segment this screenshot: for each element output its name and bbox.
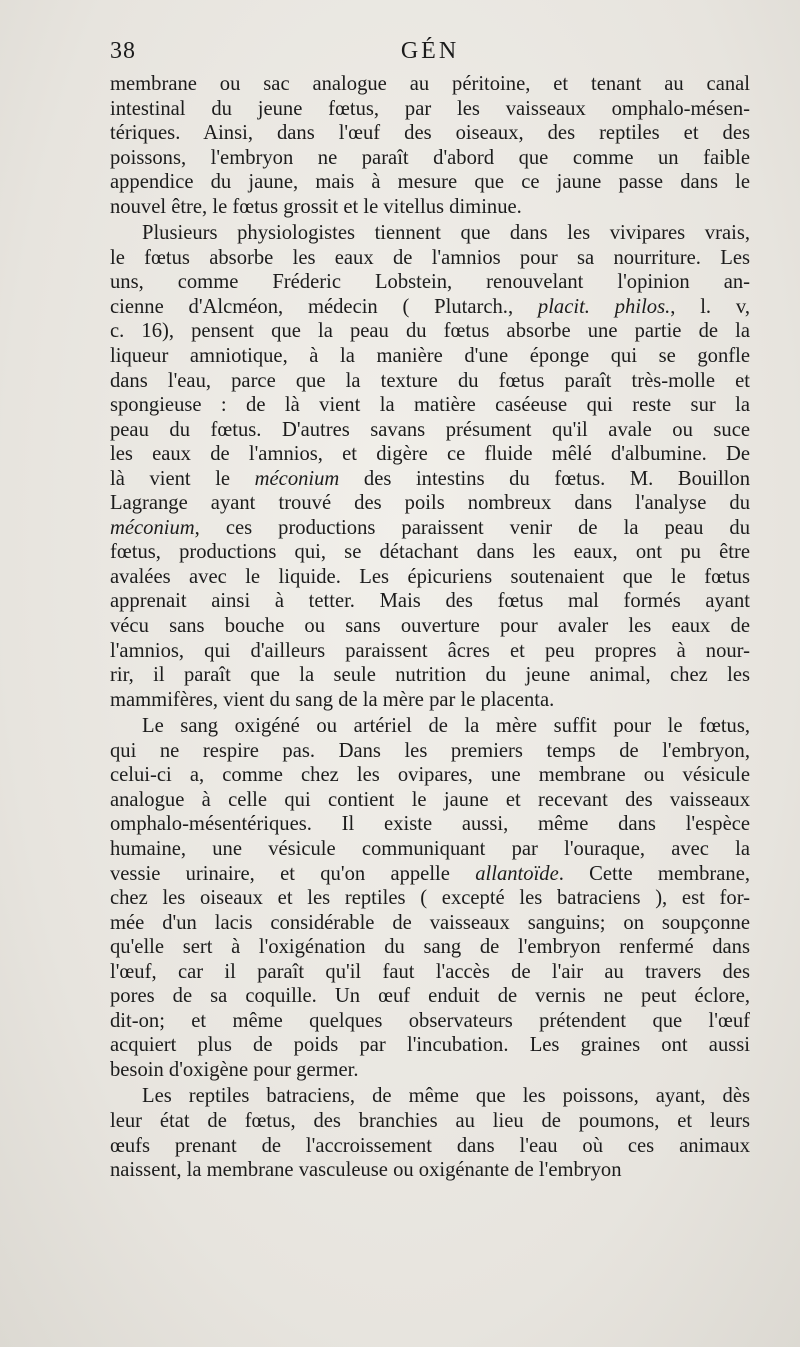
- text-line: spongieuse : de là vient la matière caséeuse qui reste sur la: [110, 394, 750, 417]
- text-line: vessie urinaire, et qu'on appelle allantoïde. Cette membrane,: [110, 862, 750, 885]
- text-line: dit-on; et même quelques observateurs prétendent que l'œuf: [110, 1009, 750, 1032]
- text-line: avalées avec le liquide. Les épicuriens soutenaient que le fœtus: [110, 565, 750, 588]
- italic-term: placit. philos.: [537, 295, 671, 318]
- paragraph: [110, 72, 750, 219]
- paragraph: [110, 1084, 750, 1182]
- text-line: l'œuf, car il paraît qu'il faut l'accès de l'air au travers des: [110, 960, 750, 983]
- text-line: méconium, ces productions paraissent venir de la peau du: [110, 516, 750, 539]
- text-line: qui ne respire pas. Dans les premiers temps de l'embryon,: [110, 739, 750, 762]
- text-line: mammifères, vient du sang de la mère par le placenta.: [110, 688, 555, 711]
- italic-term: allantoïde: [475, 862, 559, 885]
- text-line: nouvel être, le fœtus grossit et le vitellus diminue.: [110, 195, 522, 218]
- paragraph: [110, 221, 750, 712]
- text-line: qu'elle sert à l'oxigénation du sang de l'embryon renfermé dans: [110, 936, 750, 959]
- text-line: intestinal du jeune fœtus, par les vaisseaux omphalo-mésen-: [110, 97, 750, 120]
- text-line: l'amnios, qui d'ailleurs paraissent âcres et peu propres à nour-: [110, 639, 750, 662]
- italic-term: méconium: [110, 516, 195, 539]
- text-line: liqueur amniotique, à la manière d'une éponge qui se gonfle: [110, 345, 750, 368]
- text-line: le fœtus absorbe les eaux de l'amnios pour sa nourriture. Les: [110, 246, 750, 269]
- text-line: celui-ci a, comme chez les ovipares, une membrane ou vésicule: [110, 764, 750, 787]
- text-line: analogue à celle qui contient le jaune et recevant des vaisseaux: [110, 788, 750, 811]
- text-line: chez les oiseaux et les reptiles ( excepté les batraciens ), est for-: [110, 887, 750, 910]
- text-line: dans l'eau, parce que la texture du fœtus paraît très-molle et: [110, 369, 750, 392]
- text-line: les eaux de l'amnios, et digère ce fluide mêlé d'albumine. De: [110, 443, 750, 466]
- text-line: Les reptiles batraciens, de même que les poissons, ayant, dès: [142, 1085, 750, 1108]
- text-line: apprenait ainsi à tetter. Mais des fœtus mal formés ayant: [110, 590, 750, 613]
- text-line: pores de sa coquille. Un œuf enduit de vernis ne peut éclore,: [110, 985, 750, 1008]
- italic-term: méconium: [254, 467, 340, 490]
- text-line: œufs prenant de l'accroissement dans l'eau où ces animaux: [110, 1134, 750, 1157]
- text-line: leur état de fœtus, des branchies au lieu de poumons, et leurs: [110, 1109, 750, 1132]
- text-line: besoin d'oxigène pour germer.: [110, 1058, 359, 1081]
- text-line: membrane ou sac analogue au péritoine, et tenant au canal: [110, 73, 750, 95]
- running-head: GÉN: [400, 38, 460, 64]
- text-line: uns, comme Fréderic Lobstein, renouvelant l'opinion an-: [110, 271, 750, 294]
- text-line: Lagrange ayant trouvé des poils nombreux dans l'analyse du: [110, 492, 750, 515]
- text-line: omphalo-mésentériques. Il existe aussi, même dans l'espèce: [110, 813, 750, 836]
- text-line: poissons, l'embryon ne paraît d'abord que comme un faible: [110, 146, 750, 169]
- text-line: Le sang oxigéné ou artériel de la mère suffit pour le fœtus,: [142, 715, 750, 738]
- text-line: mée d'un lacis considérable de vaisseaux sanguins; on soupçonne: [110, 911, 750, 934]
- text-line: cienne d'Alcméon, médecin ( Plutarch., placit. philos., l. v,: [110, 295, 750, 318]
- text-line: rir, il paraît que la seule nutrition du jeune animal, chez les: [110, 664, 750, 687]
- page-number: 38: [110, 38, 136, 64]
- text-line: fœtus, productions qui, se détachant dans les eaux, ont pu être: [110, 541, 750, 564]
- text-line: appendice du jaune, mais à mesure que ce jaune passe dans le: [110, 171, 750, 194]
- paragraph: [110, 714, 750, 1082]
- text-line: peau du fœtus. D'autres savans présument qu'il avale ou suce: [110, 418, 750, 441]
- text-line: humaine, une vésicule communiquant par l'ouraque, avec la: [110, 837, 750, 860]
- text-line: tériques. Ainsi, dans l'œuf des oiseaux, des reptiles et des: [110, 122, 750, 145]
- text-line: acquiert plus de poids par l'incubation. Les graines ont aussi: [110, 1034, 750, 1057]
- text-line: là vient le méconium des intestins du fœtus. M. Bouillon: [110, 467, 750, 490]
- text-line: naissent, la membrane vasculeuse ou oxigénante de l'embryon: [110, 1159, 622, 1182]
- text-line: Plusieurs physiologistes tiennent que dans les vivipares vrais,: [142, 222, 750, 245]
- text-line: c. 16), pensent que la peau du fœtus absorbe une partie de la: [110, 320, 750, 343]
- body-text: [110, 72, 750, 1185]
- text-line: vécu sans bouche ou sans ouverture pour avaler les eaux de: [110, 615, 750, 638]
